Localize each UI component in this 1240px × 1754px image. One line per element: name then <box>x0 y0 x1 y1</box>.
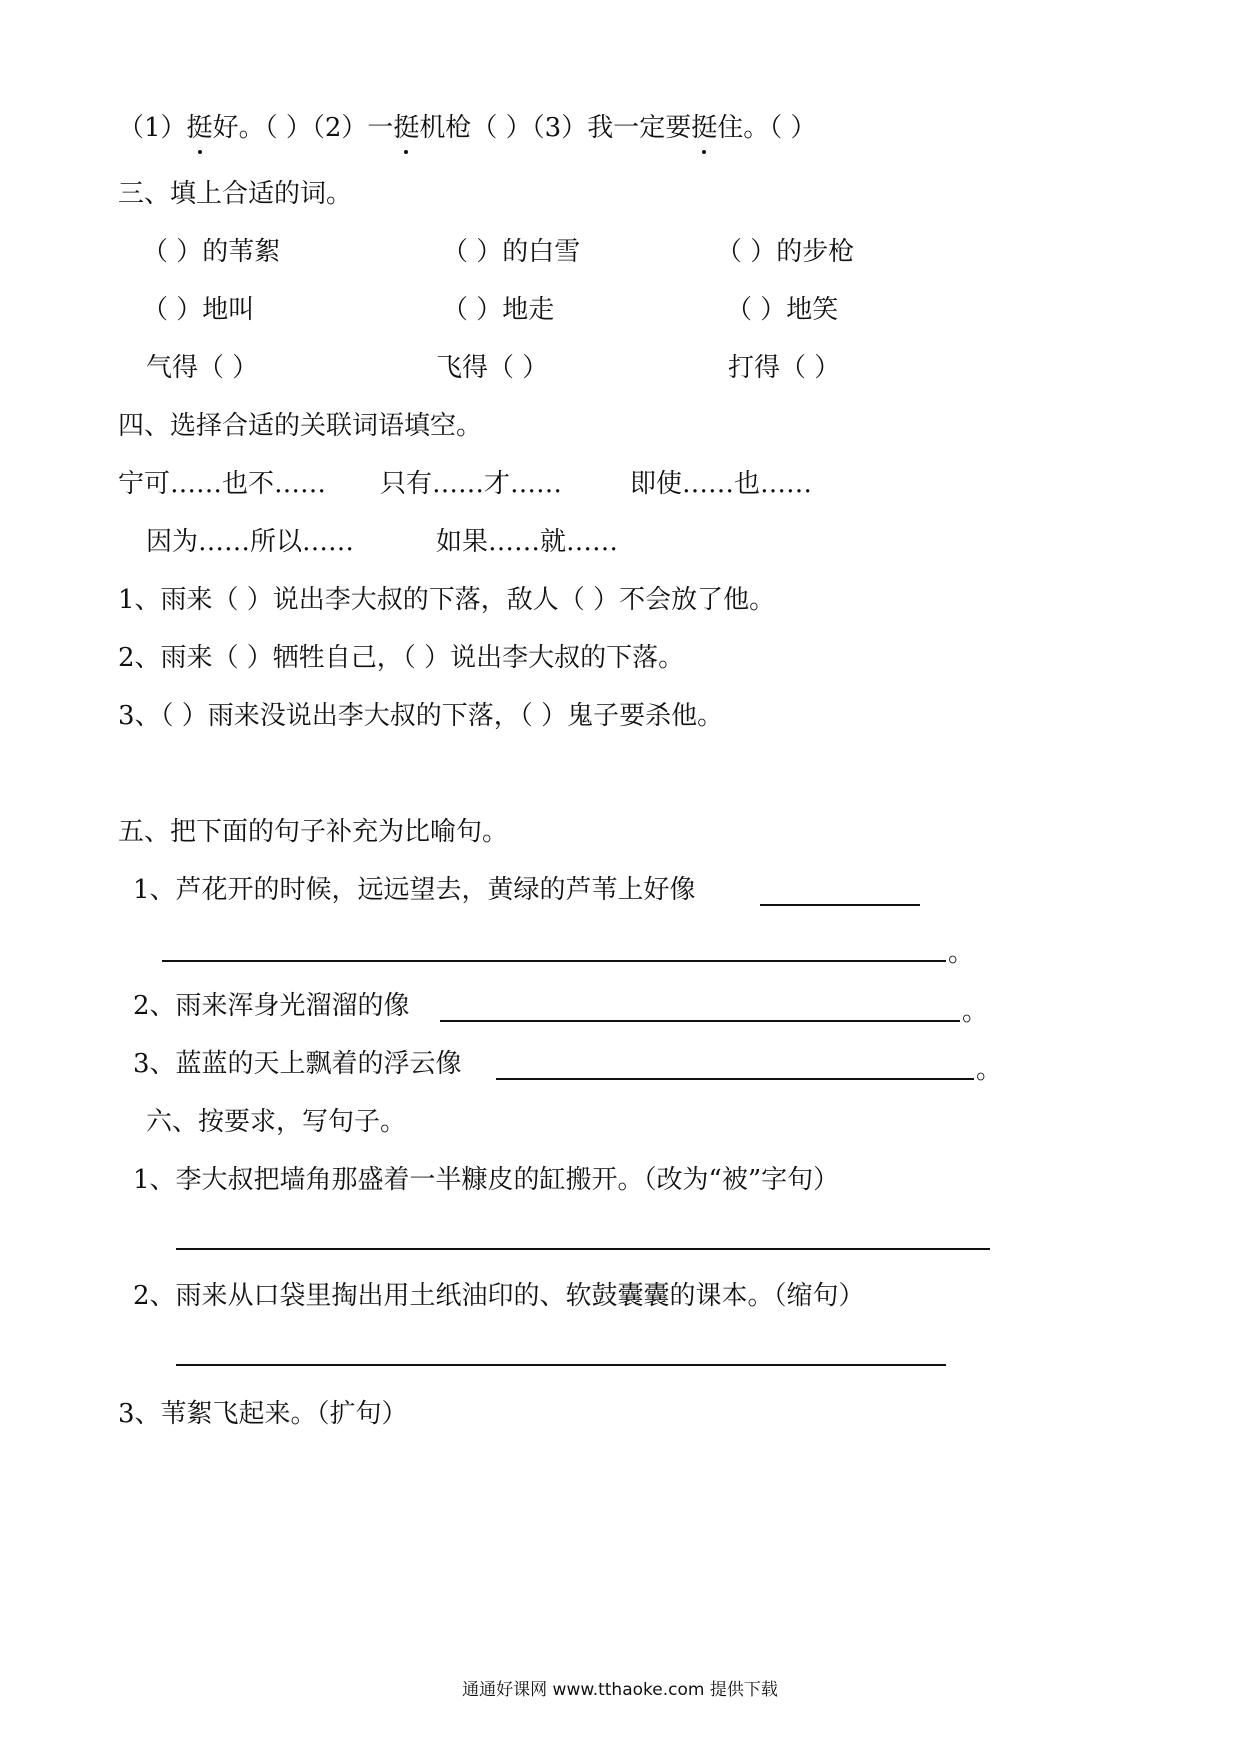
rewrite-question-3: 3、苇絮飞起来。（扩句） <box>118 1399 408 1429</box>
page-footer: 通通好课网 www.tthaoke.com 提供下载 <box>462 1680 778 1700</box>
answer-line <box>440 1020 960 1022</box>
sentence-end-mark: 。 <box>962 997 989 1027</box>
conjunction-options-row-1 <box>118 467 1018 501</box>
ting-item-1: （1）挺好。（ ） <box>118 113 312 143</box>
ting-item-2: （2）一挺机枪（ ） <box>311 113 532 143</box>
fill-word-item: 气得（ ） <box>146 353 259 383</box>
fill-word-item: 飞得（ ） <box>436 353 549 383</box>
fill-word-item: （ ）地走 <box>442 295 555 325</box>
emphasis-dot-char: 挺 <box>186 113 213 143</box>
emphasis-dot-char: 挺 <box>691 113 718 143</box>
section-4-heading: 四、选择合适的关联词语填空。 <box>118 411 483 441</box>
conjunction-option: 只有……才…… <box>380 469 563 499</box>
simile-question-1: 1、芦花开的时候，远远望去，黄绿的芦苇上好像 <box>133 875 696 905</box>
answer-line <box>176 1248 990 1250</box>
section-5-heading: 五、把下面的句子补充为比喻句。 <box>118 817 509 847</box>
answer-line <box>496 1078 974 1080</box>
conjunction-option: 即使……也…… <box>630 469 813 499</box>
conjunction-option: 宁可……也不…… <box>118 469 327 499</box>
fill-word-row-3 <box>146 351 1046 385</box>
fill-word-row-2 <box>142 293 1042 327</box>
ting-item-3: （3）我一定要挺住。（ ） <box>531 113 817 143</box>
question-ting-meanings <box>118 111 1018 145</box>
fill-word-item: （ ）地叫 <box>142 295 255 325</box>
conjunction-option: 如果……就…… <box>436 527 619 557</box>
fill-word-item: 打得（ ） <box>728 353 841 383</box>
simile-question-2: 2、雨来浑身光溜溜的像 <box>133 991 410 1021</box>
section-3-heading: 三、填上合适的词。 <box>118 179 353 209</box>
answer-line <box>760 904 920 906</box>
conjunction-option: 因为……所以…… <box>146 527 355 557</box>
sentence-end-mark: 。 <box>948 938 975 968</box>
fill-word-row-1 <box>142 235 1042 269</box>
conjunction-question-1: 1、雨来（ ）说出李大叔的下落，敌人（ ）不会放了他。 <box>118 585 776 615</box>
fill-word-item: （ ）的白雪 <box>442 237 581 267</box>
answer-line <box>176 1364 946 1366</box>
conjunction-question-2: 2、雨来（ ）牺牲自己，（ ）说出李大叔的下落。 <box>118 643 685 673</box>
conjunction-question-3: 3、（ ）雨来没说出李大叔的下落，（ ）鬼子要杀他。 <box>118 701 724 731</box>
rewrite-question-1: 1、李大叔把墙角那盛着一半糠皮的缸搬开。（改为“被”字句） <box>133 1165 840 1195</box>
fill-word-item: （ ）地笑 <box>726 295 839 325</box>
sentence-end-mark: 。 <box>976 1055 1003 1085</box>
simile-question-3: 3、蓝蓝的天上飘着的浮云像 <box>133 1049 462 1079</box>
rewrite-question-2: 2、雨来从口袋里掏出用土纸油印的、软鼓囊囊的课本。（缩句） <box>133 1281 865 1311</box>
conjunction-options-row-2 <box>146 525 1046 559</box>
answer-line <box>162 960 946 962</box>
section-6-heading: 六、按要求，写句子。 <box>146 1107 407 1137</box>
fill-word-item: （ ）的苇絮 <box>142 237 281 267</box>
fill-word-item: （ ）的步枪 <box>716 237 855 267</box>
emphasis-dot-char: 挺 <box>393 113 420 143</box>
